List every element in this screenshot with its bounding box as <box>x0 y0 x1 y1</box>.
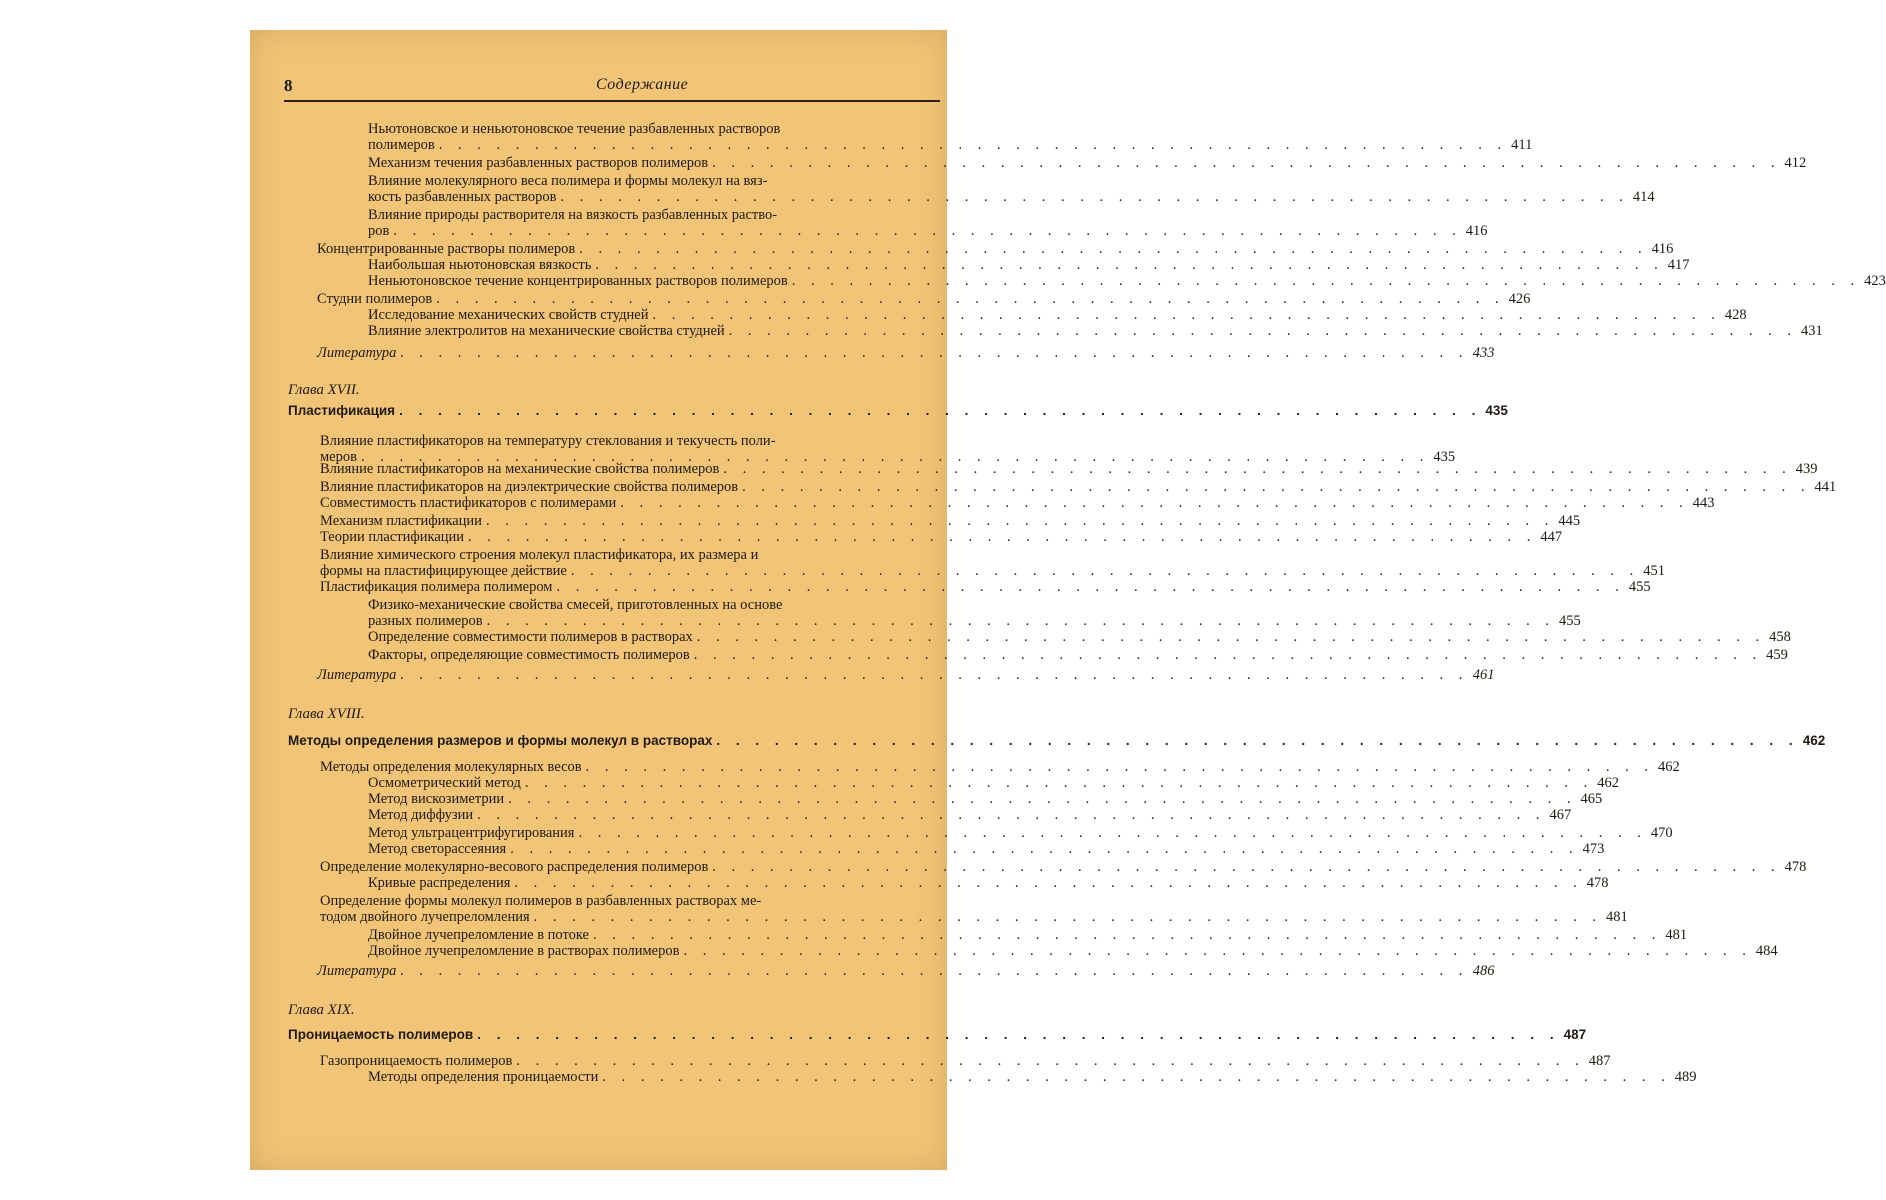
toc-entry-title: Влияние природы растворителя на вязкость разбавленных раство- <box>368 207 778 223</box>
toc-entry[interactable] <box>320 859 1807 875</box>
toc-entry[interactable] <box>320 461 1818 477</box>
dot-leader: . . . . . . . . . . . . . . . . . . . . . . . . . . . . . . . . . . . . . . . . . . . . . . . . . . . . . . . . <box>716 733 1799 748</box>
toc-page-number: 455 <box>1628 579 1651 595</box>
toc-entry[interactable] <box>368 257 1690 273</box>
dot-leader: . . . . . . . . . . . . . . . . . . . . . . . . . . . . . . . . . . . . . . . . . . . . . . . . . . . . . . . . <box>620 495 1689 511</box>
toc-entry-title: Проницаемость полимеров <box>288 1027 474 1042</box>
toc-page-number: 473 <box>1582 841 1605 857</box>
toc-entry-title: Пластификация <box>288 403 396 418</box>
dot-leader: . . . . . . . . . . . . . . . . . . . . . . . . . . . . . . . . . . . . . . . . . . . . . . . . . . . . . . . . <box>400 963 1469 979</box>
toc-entry-title: Влияние химического строения молекул пластификатора, их размера и <box>320 547 759 563</box>
toc-entry[interactable] <box>368 841 1605 857</box>
toc-entry[interactable] <box>368 807 1572 823</box>
page-title: Содержание <box>596 76 689 93</box>
toc-page-number: 443 <box>1692 495 1715 511</box>
toc-page-number: 465 <box>1580 791 1603 807</box>
toc-entry-title: Механизм пластификации <box>320 513 482 529</box>
toc-entry[interactable] <box>368 875 1609 891</box>
toc-page-number: 451 <box>1643 563 1665 579</box>
dot-leader: . . . . . . . . . . . . . . . . . . . . . . . . . . . . . . . . . . . . . . . . . . . . . . . . . . . . . . . . <box>438 137 1508 153</box>
toc-page-number: 462 <box>1597 775 1619 791</box>
dot-leader: . . . . . . . . . . . . . . . . . . . . . . . . . . . . . . . . . . . . . . . . . . . . . . . . . . . . . . . . <box>486 613 1555 629</box>
toc-page-number: 489 <box>1674 1069 1697 1085</box>
toc-entry-title: Влияние пластификаторов на температуру стеклования и текучесть поли- <box>320 433 776 449</box>
toc-page-number: 439 <box>1795 461 1818 477</box>
toc-entry-title: Методы определения проницаемости <box>368 1069 599 1085</box>
dot-leader: . . . . . . . . . . . . . . . . . . . . . . . . . . . . . . . . . . . . . . . . . . . . . . . . . . . . . . . . <box>468 529 1537 545</box>
toc-page-number: 462 <box>1658 759 1680 775</box>
toc-entry[interactable] <box>368 647 1788 663</box>
toc-page-number: 416 <box>1465 223 1488 239</box>
dot-leader: . . . . . . . . . . . . . . . . . . . . . . . . . . . . . . . . . . . . . . . . . . . . . . . . . . . . . . . . <box>556 579 1625 595</box>
toc-page-number: 426 <box>1508 291 1531 307</box>
toc-entry-continuation: меров <box>320 449 357 465</box>
toc-entry-continuation: формы на пластифицирующее действие <box>320 563 567 579</box>
toc-entry[interactable] <box>320 759 1680 775</box>
dot-leader: . . . . . . . . . . . . . . . . . . . . . . . . . . . . . . . . . . . . . . . . . . . . . . . . . . . . . . . . <box>579 241 1648 257</box>
dot-leader: . . . . . . . . . . . . . . . . . . . . . . . . . . . . . . . . . . . . . . . . . . . . . . . . . . . . . . . . <box>436 291 1505 307</box>
dot-leader: . . . . . . . . . . . . . . . . . . . . . . . . . . . . . . . . . . . . . . . . . . . . . . . . . . . . . . . . <box>400 345 1469 361</box>
toc-page-number: 459 <box>1766 647 1788 663</box>
toc-page-number: 487 <box>1563 1027 1587 1042</box>
toc-entry-title: Влияние пластификаторов на механические свойства полимеров <box>320 461 720 477</box>
toc-entry-continuation: разных полимеров <box>368 613 483 629</box>
toc-entry-title: Кривые распределения <box>368 875 511 891</box>
dot-leader: . . . . . . . . . . . . . . . . . . . . . . . . . . . . . . . . . . . . . . . . . . . . . . . . . . . . . . . . <box>712 155 1781 171</box>
dot-leader: . . . . . . . . . . . . . . . . . . . . . . . . . . . . . . . . . . . . . . . . . . . . . . . . . . . . . . . . <box>524 775 1594 791</box>
dot-leader: . . . . . . . . . . . . . . . . . . . . . . . . . . . . . . . . . . . . . . . . . . . . . . . . . . . . . . . . <box>728 323 1798 339</box>
toc-entry[interactable] <box>317 291 1531 307</box>
toc-page-number: 455 <box>1558 613 1581 629</box>
toc-entry-title: Влияние молекулярного веса полимера и формы молекул на вяз- <box>368 173 768 189</box>
toc-page-number: 431 <box>1801 323 1823 339</box>
dot-leader: . . . . . . . . . . . . . . . . . . . . . . . . . . . . . . . . . . . . . . . . . . . . . . . . . . . . . . . . <box>508 791 1577 807</box>
toc-entry[interactable] <box>368 273 1886 289</box>
toc-page-number: 458 <box>1769 629 1791 645</box>
toc-entry[interactable] <box>368 825 1673 841</box>
dot-leader: . . . . . . . . . . . . . . . . . . . . . . . . . . . . . . . . . . . . . . . . . . . . . . . . . . . . . . . . <box>533 909 1603 925</box>
toc-entry[interactable] <box>288 1027 1587 1042</box>
toc-page-number: 481 <box>1665 927 1688 943</box>
dot-leader: . . . . . . . . . . . . . . . . . . . . . . . . . . . . . . . . . . . . . . . . . . . . . . . . . . . . . . . . <box>602 1069 1671 1085</box>
toc-entry[interactable] <box>368 613 1581 629</box>
toc-page-number: 433 <box>1472 345 1495 361</box>
dot-leader: . . . . . . . . . . . . . . . . . . . . . . . . . . . . . . . . . . . . . . . . . . . . . . . . . . . . . . . . <box>595 257 1664 273</box>
dot-leader: . . . . . . . . . . . . . . . . . . . . . . . . . . . . . . . . . . . . . . . . . . . . . . . . . . . . . . . . <box>593 927 1662 943</box>
toc-page-number: 428 <box>1724 307 1747 323</box>
toc-entry-title: Совместимость пластификаторов с полимерами <box>320 495 617 511</box>
toc-entry[interactable] <box>320 909 1628 925</box>
toc-entry-continuation: ров <box>368 223 390 239</box>
toc-page-number: 478 <box>1586 875 1609 891</box>
dot-leader: . . . . . . . . . . . . . . . . . . . . . . . . . . . . . . . . . . . . . . . . . . . . . . . . . . . . . . . . <box>791 273 1861 289</box>
dot-leader: . . . . . . . . . . . . . . . . . . . . . . . . . . . . . . . . . . . . . . . . . . . . . . . . . . . . . . . . <box>560 189 1629 205</box>
dot-leader: . . . . . . . . . . . . . . . . . . . . . . . . . . . . . . . . . . . . . . . . . . . . . . . . . . . . . . . . <box>477 807 1546 823</box>
toc-entry-title: Определение совместимости полимеров в растворах <box>368 629 693 645</box>
book-page <box>250 30 1886 1170</box>
toc-entry[interactable] <box>317 345 1495 361</box>
dot-leader: . . . . . . . . . . . . . . . . . . . . . . . . . . . . . . . . . . . . . . . . . . . . . . . . . . . . . . . . <box>742 479 1811 495</box>
dot-leader: . . . . . . . . . . . . . . . . . . . . . . . . . . . . . . . . . . . . . . . . . . . . . . . . . . . . . . . . <box>510 841 1579 857</box>
toc-entry-continuation: тодом двойного лучепреломления <box>320 909 530 925</box>
chapter-heading: Глава XIX. <box>288 1002 355 1018</box>
toc-entry-continuation: полимеров <box>368 137 435 153</box>
toc-page-number: 484 <box>1755 943 1778 959</box>
dot-leader: . . . . . . . . . . . . . . . . . . . . . . . . . . . . . . . . . . . . . . . . . . . . . . . . . . . . . . . . <box>360 449 1430 465</box>
toc-entry-title: Методы определения молекулярных весов <box>320 759 582 775</box>
dot-leader: . . . . . . . . . . . . . . . . . . . . . . . . . . . . . . . . . . . . . . . . . . . . . . . . . . . . . . . . <box>585 759 1655 775</box>
toc-entry[interactable] <box>368 791 1603 807</box>
toc-entry[interactable] <box>368 323 1823 339</box>
dot-leader: . . . . . . . . . . . . . . . . . . . . . . . . . . . . . . . . . . . . . . . . . . . . . . . . . . . . . . . . <box>693 647 1763 663</box>
dot-leader: . . . . . . . . . . . . . . . . . . . . . . . . . . . . . . . . . . . . . . . . . . . . . . . . . . . . . . . . <box>696 629 1766 645</box>
toc-entry-title: Метод светорассеяния <box>368 841 507 857</box>
page-header <box>284 74 940 102</box>
toc-entry-title: Студни полимеров <box>317 291 433 307</box>
dot-leader: . . . . . . . . . . . . . . . . . . . . . . . . . . . . . . . . . . . . . . . . . . . . . . . . . . . . . . . . <box>393 223 1462 239</box>
toc-page-number: 435 <box>1433 449 1456 465</box>
toc-entry[interactable] <box>320 529 1563 545</box>
toc-entry[interactable] <box>368 629 1791 645</box>
toc-entry-title: Осмометрический метод <box>368 775 521 791</box>
toc-page-number: 487 <box>1588 1053 1611 1069</box>
chapter-heading: Глава XVIII. <box>288 706 365 722</box>
toc-page-number: 478 <box>1784 859 1807 875</box>
toc-page-number: 467 <box>1549 807 1572 823</box>
toc-entry-title: Литература <box>317 963 397 979</box>
toc-entry[interactable] <box>320 479 1837 495</box>
toc-entry-title: Факторы, определяющие совместимость полимеров <box>368 647 690 663</box>
toc-page-number: 441 <box>1814 479 1837 495</box>
toc-entry-title: Влияние пластификаторов на диэлектрические свойства полимеров <box>320 479 739 495</box>
toc-page-number: 447 <box>1540 529 1563 545</box>
toc-entry-title: Метод ультрацентрифугирования <box>368 825 575 841</box>
toc-entry-title: Метод диффузии <box>368 807 474 823</box>
dot-leader: . . . . . . . . . . . . . . . . . . . . . . . . . . . . . . . . . . . . . . . . . . . . . . . . . . . . . . . . <box>652 307 1721 323</box>
toc-entry[interactable] <box>317 963 1495 979</box>
toc-entry-title: Определение формы молекул полимеров в разбавленных растворах ме- <box>320 893 762 909</box>
toc-entry[interactable] <box>317 241 1674 257</box>
dot-leader: . . . . . . . . . . . . . . . . . . . . . . . . . . . . . . . . . . . . . . . . . . . . . . . . . . . . . . . . <box>477 1027 1560 1042</box>
toc-entry[interactable] <box>317 667 1495 683</box>
dot-leader: . . . . . . . . . . . . . . . . . . . . . . . . . . . . . . . . . . . . . . . . . . . . . . . . . . . . . . . . <box>723 461 1792 477</box>
toc-entry-title: Пластификация полимера полимером <box>320 579 553 595</box>
toc-page-number: 445 <box>1558 513 1581 529</box>
toc-entry-title: Газопроницаемость полимеров <box>320 1053 513 1069</box>
toc-entry-title: Неньютоновское течение концентрированных растворов полимеров <box>368 273 788 289</box>
dot-leader: . . . . . . . . . . . . . . . . . . . . . . . . . . . . . . . . . . . . . . . . . . . . . . . . . . . . . . . . <box>570 563 1640 579</box>
toc-page-number: 423 <box>1864 273 1886 289</box>
toc-entry[interactable] <box>368 307 1747 323</box>
toc-entry-title: Исследование механических свойств студней <box>368 307 649 323</box>
toc-page-number: 461 <box>1472 667 1495 683</box>
toc-page-number: 414 <box>1632 189 1655 205</box>
dot-leader: . . . . . . . . . . . . . . . . . . . . . . . . . . . . . . . . . . . . . . . . . . . . . . . . . . . . . . . . <box>514 875 1583 891</box>
toc-page-number: 417 <box>1667 257 1690 273</box>
toc-entry[interactable] <box>368 223 1488 239</box>
toc-entry[interactable] <box>320 495 1715 511</box>
toc-entry[interactable] <box>368 155 1807 171</box>
toc-entry[interactable] <box>320 1053 1611 1069</box>
toc-entry[interactable] <box>288 733 1826 748</box>
toc-entry[interactable] <box>368 943 1778 959</box>
toc-entry-title: Литература <box>317 345 397 361</box>
toc-entry-title: Физико-механические свойства смесей, приготовленных на основе <box>368 597 783 613</box>
toc-page-number: 411 <box>1511 137 1533 153</box>
toc-page-number: 435 <box>1485 403 1508 418</box>
toc-entry-title: Литература <box>317 667 397 683</box>
chapter-heading: Глава XVII. <box>288 382 360 398</box>
toc-entry[interactable] <box>368 137 1533 153</box>
toc-page-number: 462 <box>1802 733 1826 748</box>
toc-entry-continuation: кость разбавленных растворов <box>368 189 557 205</box>
dot-leader: . . . . . . . . . . . . . . . . . . . . . . . . . . . . . . . . . . . . . . . . . . . . . . . . . . . . . . . . <box>516 1053 1585 1069</box>
toc-entry[interactable] <box>320 563 1665 579</box>
dot-leader: . . . . . . . . . . . . . . . . . . . . . . . . . . . . . . . . . . . . . . . . . . . . . . . . . . . . . . . . <box>712 859 1781 875</box>
toc-entry[interactable] <box>320 579 1651 595</box>
toc-entry-title: Влияние электролитов на механические свойства студней <box>368 323 725 339</box>
toc-entry-title: Методы определения размеров и формы молекул в растворах <box>288 733 713 748</box>
toc-entry[interactable] <box>320 513 1581 529</box>
toc-page-number: 412 <box>1784 155 1807 171</box>
toc-entry-title: Наибольшая ньютоновская вязкость <box>368 257 592 273</box>
dot-leader: . . . . . . . . . . . . . . . . . . . . . . . . . . . . . . . . . . . . . . . . . . . . . . . . . . . . . . . . <box>485 513 1555 529</box>
toc-entry-title: Теории пластификации <box>320 529 465 545</box>
toc-entry-title: Механизм течения разбавленных растворов полимеров <box>368 155 709 171</box>
dot-leader: . . . . . . . . . . . . . . . . . . . . . . . . . . . . . . . . . . . . . . . . . . . . . . . . . . . . . . . . <box>400 667 1469 683</box>
toc-entry-title: Двойное лучепреломление в растворах полимеров <box>368 943 680 959</box>
dot-leader: . . . . . . . . . . . . . . . . . . . . . . . . . . . . . . . . . . . . . . . . . . . . . . . . . . . . . . . . <box>399 403 1482 418</box>
toc-entry-title: Двойное лучепреломление в потоке <box>368 927 589 943</box>
toc-entry-title: Метод вискозиметрии <box>368 791 505 807</box>
toc-page-number: 416 <box>1651 241 1674 257</box>
toc-entry-title: Определение молекулярно-весового распределения полимеров <box>320 859 709 875</box>
toc-entry-title: Концентрированные растворы полимеров <box>317 241 576 257</box>
toc-page-number: 470 <box>1650 825 1673 841</box>
toc-entry[interactable] <box>368 1069 1697 1085</box>
toc-entry-title: Ньютоновское и неньютоновское течение разбавленных растворов <box>368 121 781 137</box>
toc-entry[interactable] <box>288 403 1508 418</box>
dot-leader: . . . . . . . . . . . . . . . . . . . . . . . . . . . . . . . . . . . . . . . . . . . . . . . . . . . . . . . . <box>578 825 1647 841</box>
toc-page-number: 481 <box>1606 909 1628 925</box>
toc-entry[interactable] <box>368 775 1619 791</box>
dot-leader: . . . . . . . . . . . . . . . . . . . . . . . . . . . . . . . . . . . . . . . . . . . . . . . . . . . . . . . . <box>683 943 1752 959</box>
toc-entry[interactable] <box>368 927 1688 943</box>
page-number: 8 <box>284 76 293 95</box>
toc-page-number: 486 <box>1472 963 1495 979</box>
toc-entry[interactable] <box>368 189 1655 205</box>
